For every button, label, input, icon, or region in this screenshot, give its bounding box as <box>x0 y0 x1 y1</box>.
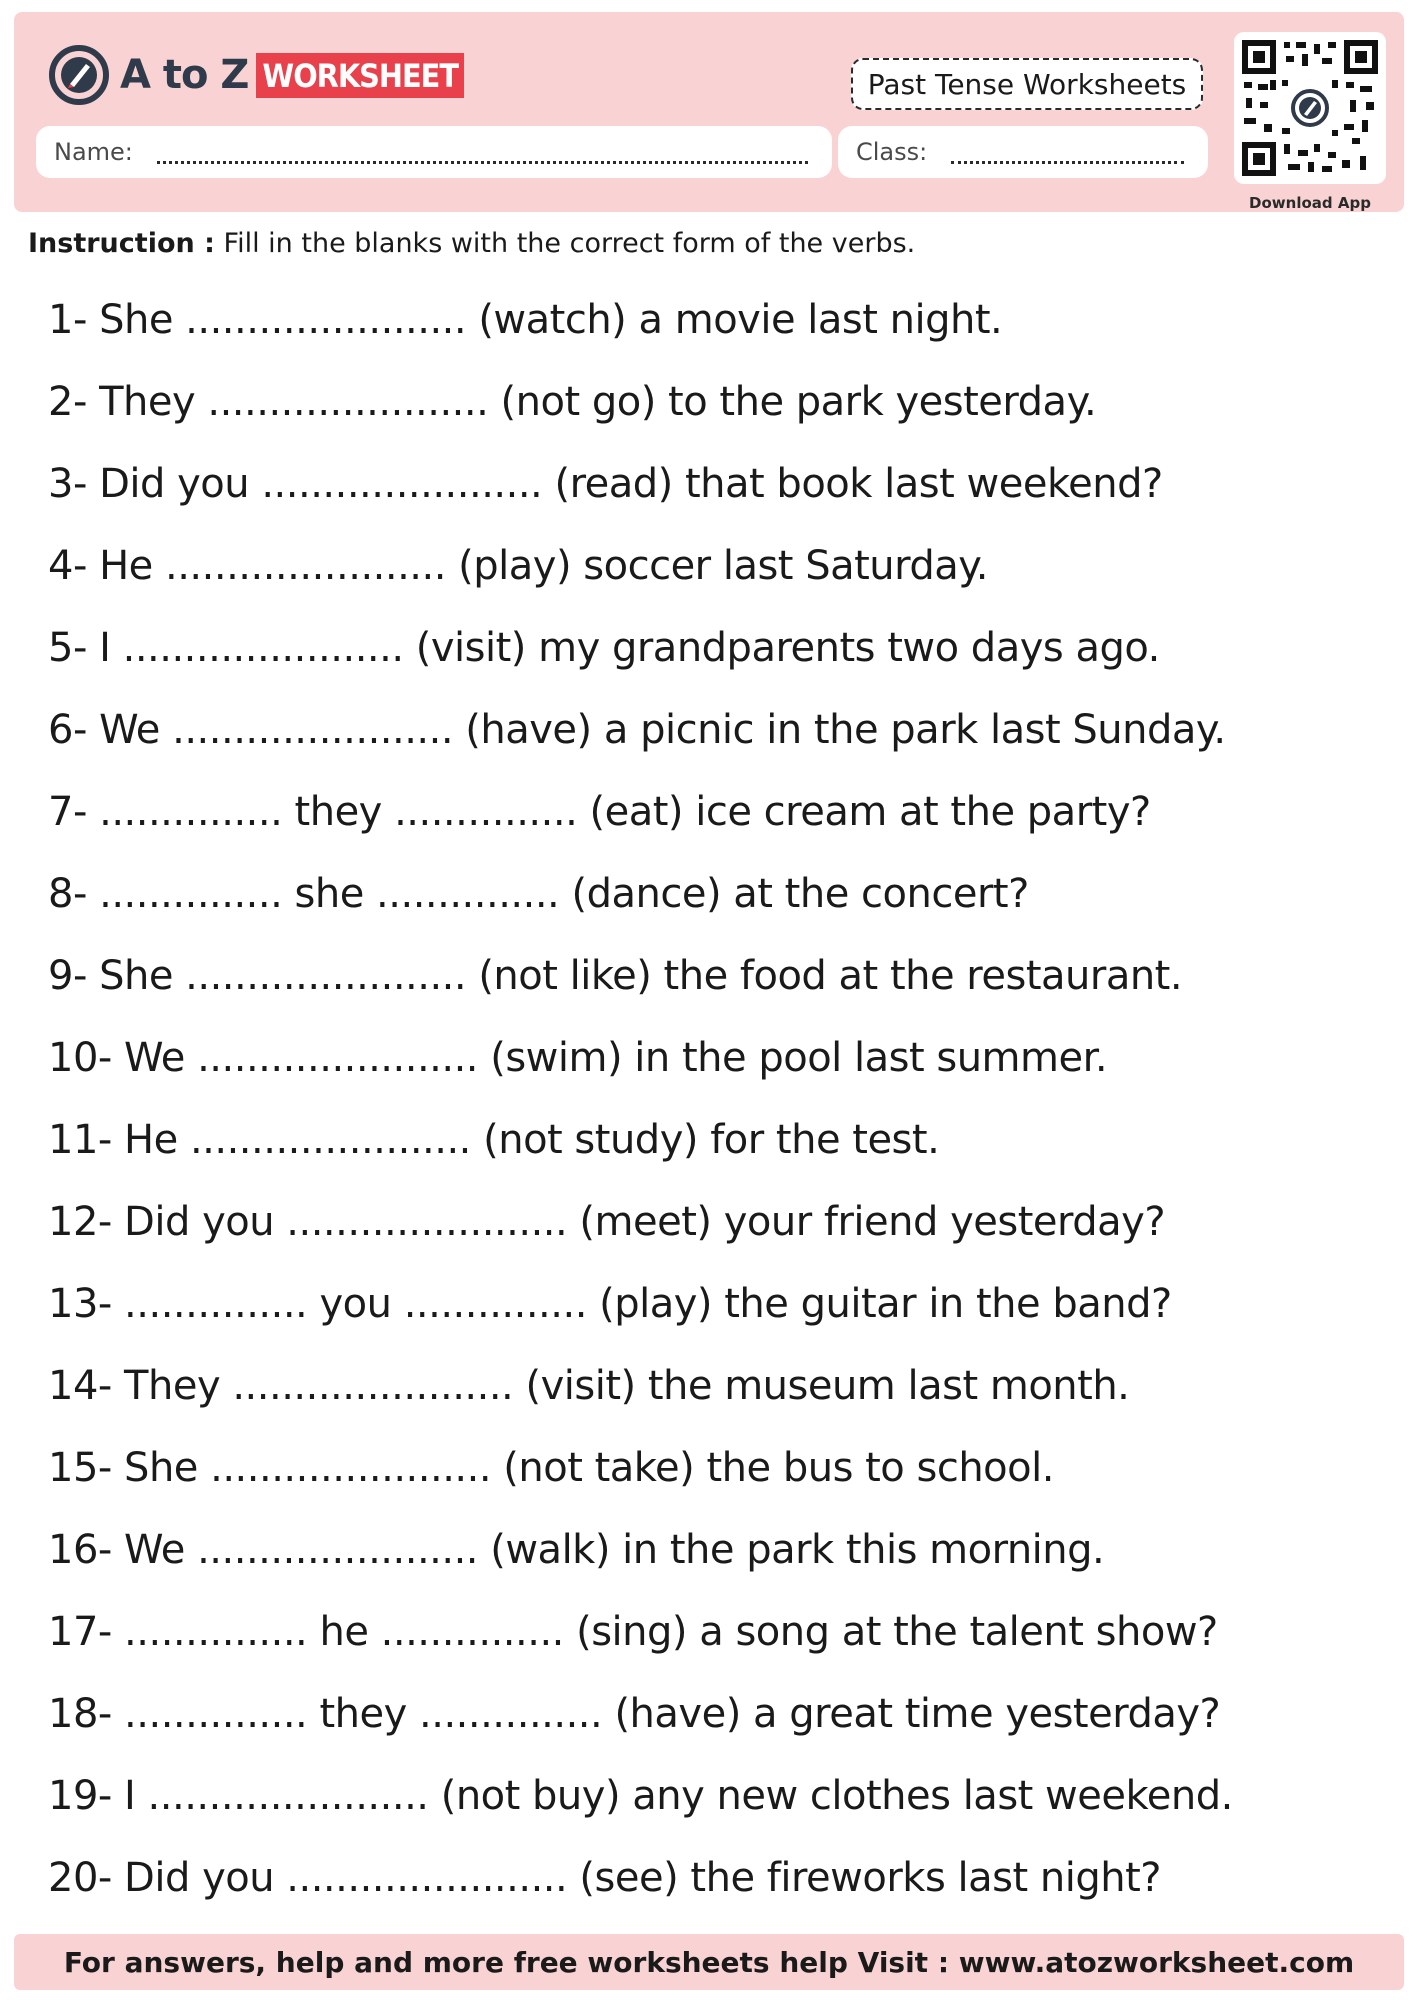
logo-text: A to Z <box>120 52 249 98</box>
instruction <box>28 228 915 259</box>
qr-code-icon <box>1242 40 1378 176</box>
class-label: Class: <box>856 138 928 166</box>
pen-in-circle-icon <box>48 44 110 106</box>
qr-code[interactable] <box>1234 32 1386 184</box>
question-item[interactable]: 20- Did you ....................... (see) the fireworks last night? <box>48 1855 1161 1901</box>
question-item[interactable]: 19- I ....................... (not buy) any new clothes last weekend. <box>48 1773 1233 1819</box>
question-item[interactable]: 16- We ....................... (walk) in the park this morning. <box>48 1527 1105 1573</box>
worksheet-header <box>14 12 1404 212</box>
question-item[interactable]: 2- They ....................... (not go) to the park yesterday. <box>48 379 1097 425</box>
worksheet-title: Past Tense Worksheets <box>851 58 1203 110</box>
question-item[interactable]: 5- I ....................... (visit) my grandparents two days ago. <box>48 625 1160 671</box>
name-label: Name: <box>54 138 133 166</box>
question-item[interactable]: 8- ............... she ............... (dance) at the concert? <box>48 871 1029 917</box>
question-list <box>48 294 1388 1934</box>
logo-badge: WORKSHEET <box>256 53 464 98</box>
question-item[interactable]: 18- ............... they ............... (have) a great time yesterday? <box>48 1691 1221 1737</box>
question-item[interactable]: 17- ............... he ............... (sing) a song at the talent show? <box>48 1609 1218 1655</box>
question-item[interactable]: 10- We ....................... (swim) in the pool last summer. <box>48 1035 1108 1081</box>
class-blank-line[interactable] <box>951 141 1184 164</box>
question-item[interactable]: 14- They ....................... (visit) the museum last month. <box>48 1363 1130 1409</box>
question-item[interactable]: 4- He ....................... (play) soccer last Saturday. <box>48 543 988 589</box>
question-item[interactable]: 9- She ....................... (not like) the food at the restaurant. <box>48 953 1183 999</box>
question-item[interactable]: 6- We ....................... (have) a picnic in the park last Sunday. <box>48 707 1226 753</box>
question-item[interactable]: 7- ............... they ............... (eat) ice cream at the party? <box>48 789 1151 835</box>
brand-logo[interactable] <box>48 42 464 108</box>
instruction-text: Fill in the blanks with the correct form of the verbs. <box>223 228 916 259</box>
question-item[interactable]: 3- Did you ....................... (read) that book last weekend? <box>48 461 1163 507</box>
name-blank-line[interactable] <box>157 141 808 164</box>
name-field[interactable] <box>36 126 832 178</box>
question-item[interactable]: 15- She ....................... (not take) the bus to school. <box>48 1445 1054 1491</box>
footer-text: For answers, help and more free worksheets help Visit : www.atozworksheet.com <box>63 1945 1355 1979</box>
question-item[interactable]: 12- Did you ....................... (meet) your friend yesterday? <box>48 1199 1166 1245</box>
class-field[interactable] <box>838 126 1208 178</box>
instruction-label: Instruction : <box>28 228 215 259</box>
question-item[interactable]: 13- ............... you ............... (play) the guitar in the band? <box>48 1281 1172 1327</box>
footer-banner[interactable] <box>14 1934 1404 1990</box>
question-item[interactable]: 1- She ....................... (watch) a movie last night. <box>48 297 1003 343</box>
download-app-label[interactable]: Download App <box>1249 194 1371 212</box>
question-item[interactable]: 11- He ....................... (not study) for the test. <box>48 1117 940 1163</box>
